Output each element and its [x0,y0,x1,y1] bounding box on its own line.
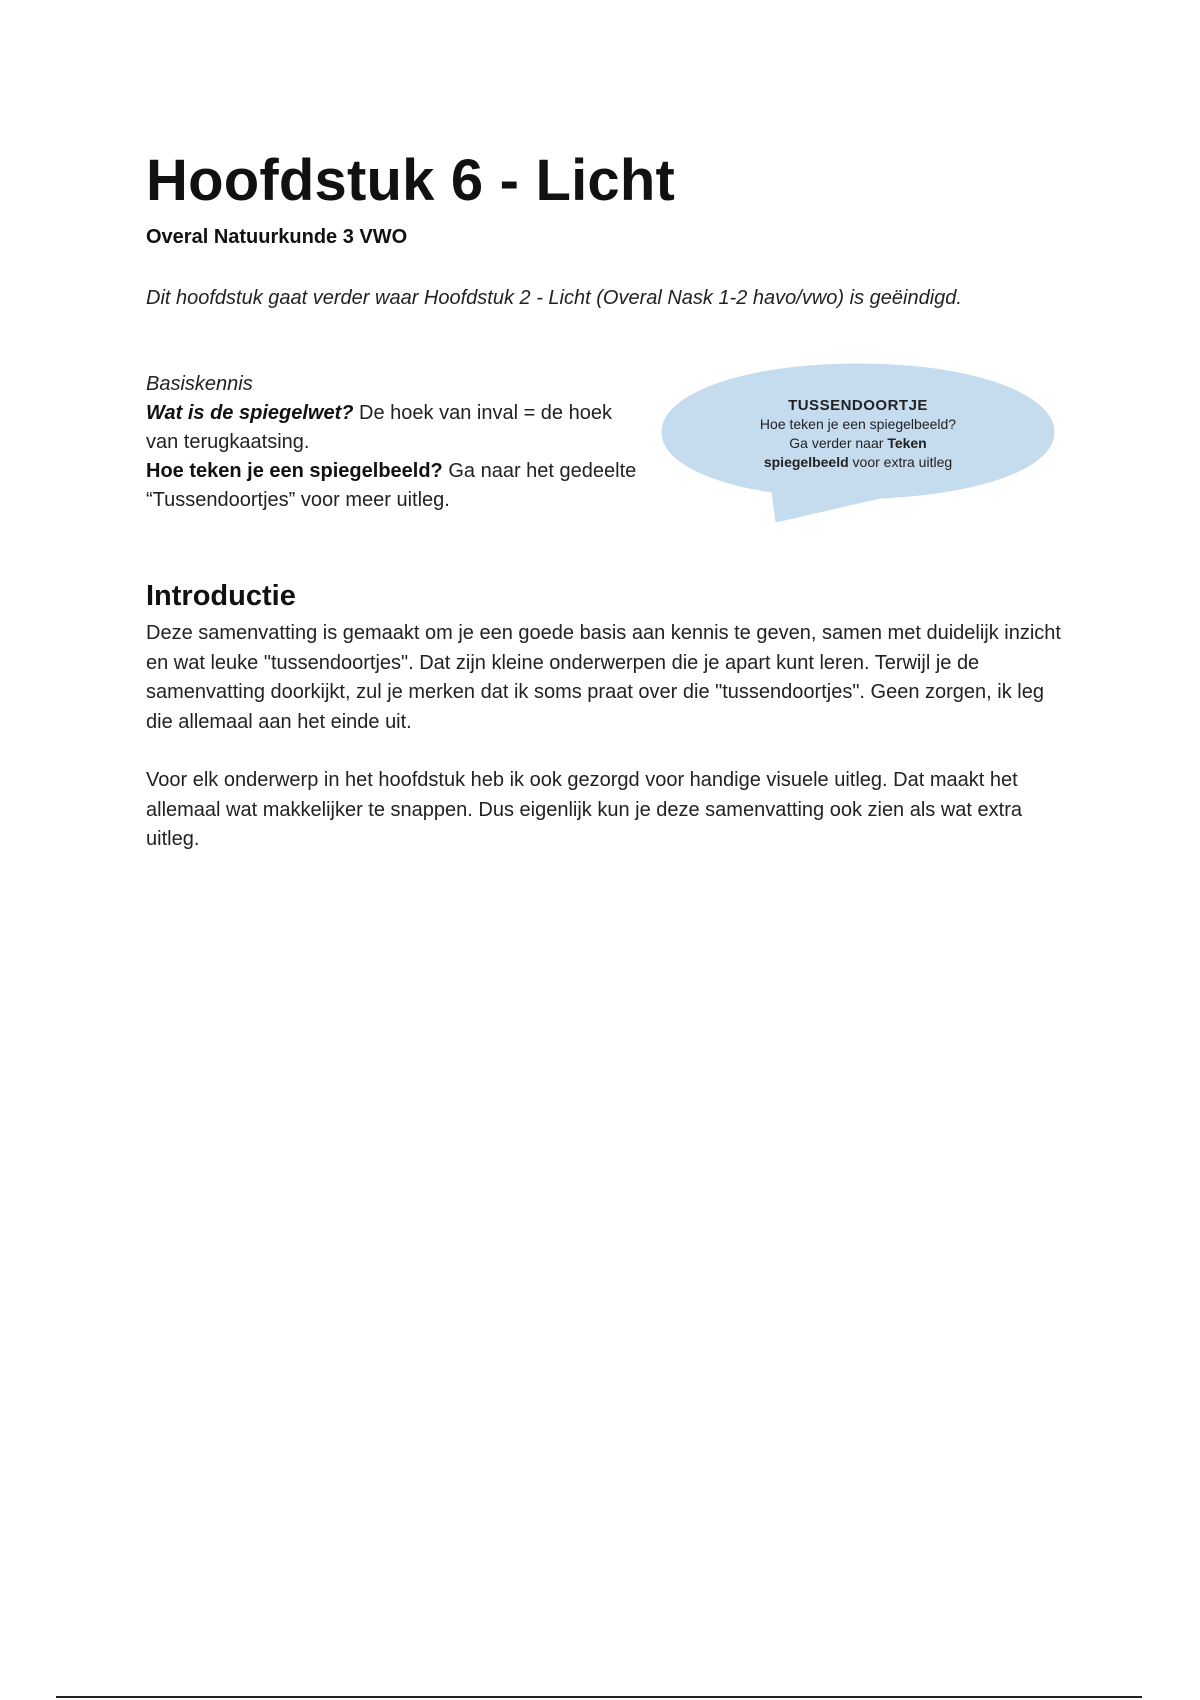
callout-line-1: Hoe teken je een spiegelbeeld? [759,416,957,432]
callout-line-2 [700,434,1016,453]
spiegelwet-answer: De hoek van inval = de hoek van terugkaatsing. [146,402,612,453]
callout-line-3-bold: spiegelbeeld [763,454,849,470]
callout-text [700,396,1016,472]
spiegelbeeld-paragraph [146,457,646,515]
spiegelbeeld-answer: Ga naar het gedeelte “Tussendoortjes” voor meer uitleg. [146,460,637,511]
tussendoortje-callout [660,362,1056,502]
introductie-paragraph-1: Deze samenvatting is gemaakt om je een goede basis aan kennis te geven, samen met duidelijk inzicht en wat leuke "tussendoortjes". Dat zijn kleine onderwerpen die je apart kunt leren. Terwijl je de samenvatting doorkijkt, zul je merken dat ik soms praat over die "tussendoortjes". Geen zorgen, ik leg die allemaal aan het einde uit. [146,622,1061,733]
basiskennis-label: Basiskennis [146,373,253,395]
callout-title: TUSSENDOORTJE [788,397,928,414]
page-title: Hoofdstuk 6 - Licht [146,148,676,213]
spiegelbeeld-question: Hoe teken je een spiegelbeeld? [146,460,443,482]
page-bottom-rule [56,1696,1142,1698]
chapter-note: Dit hoofdstuk gaat verder waar Hoofdstuk 2 - Licht (Overal Nask 1-2 havo/vwo) is geëindigd. [146,287,962,309]
callout-line-3 [700,453,1016,472]
callout-line-3-text: voor extra uitleg [848,454,953,470]
callout-line-2-text: Ga verder naar [789,435,888,451]
callout-line-2-bold: Teken [887,435,927,451]
spiegelwet-paragraph [146,399,646,457]
introductie-paragraph-2: Voor elk onderwerp in het hoofdstuk heb ik ook gezorgd voor handige visuele uitleg. Dat maakt het allemaal wat makkelijker te snappen. Dus eigenlijk kun je deze samenvatting ook zien als wat extra uitleg. [146,769,1023,850]
page-subtitle: Overal Natuurkunde 3 VWO [146,226,408,248]
basiskennis-block [146,370,646,515]
spiegelwet-question: Wat is de spiegelwet? [146,402,354,424]
introductie-heading: Introductie [146,580,296,612]
